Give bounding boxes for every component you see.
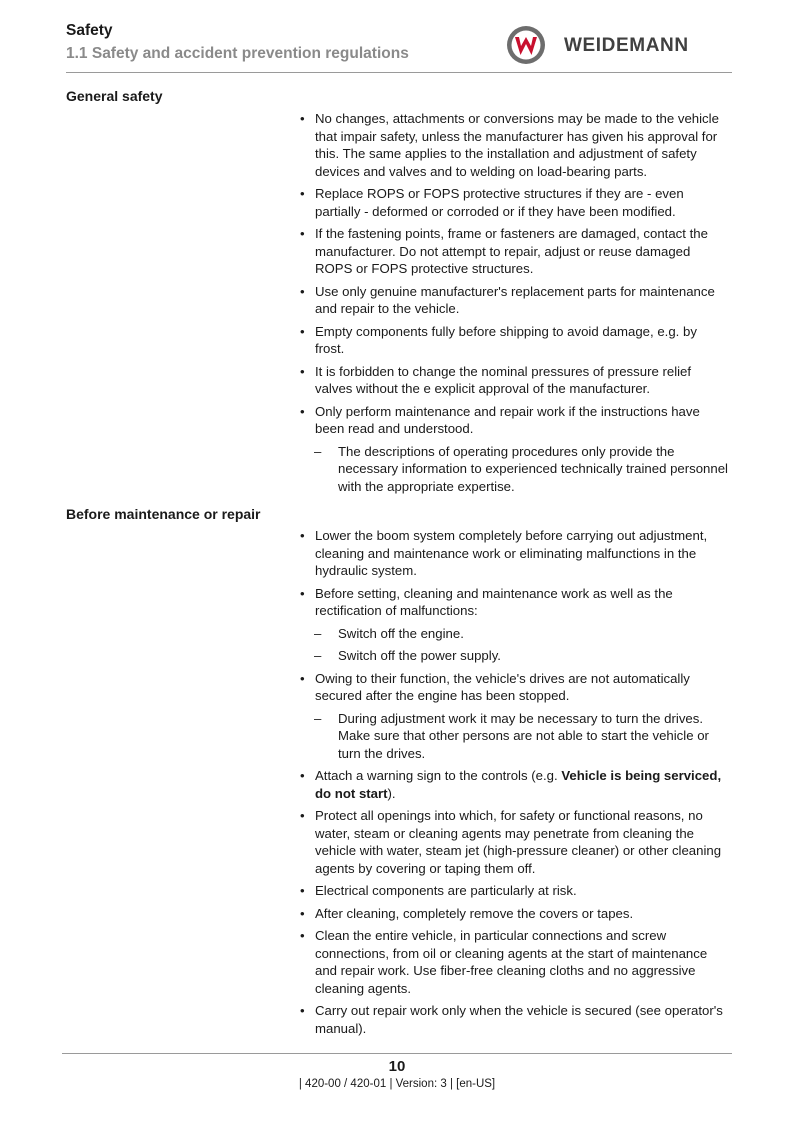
list-item: [300, 882, 728, 900]
general-safety-list: [300, 110, 728, 500]
chapter-title: Safety: [66, 22, 113, 39]
list-item: [300, 1002, 728, 1037]
item-text: Use only genuine manufacturer's replacement parts for maintenance and repair to the vehicle.: [315, 283, 715, 316]
before-maintenance-list: [300, 527, 728, 1042]
item-text: Lower the boom system completely before carrying out adjustment, cleaning and maintenance work or eliminating malfunctions in the hydraulic system.: [315, 528, 708, 578]
item-text: Switch off the power supply.: [338, 648, 501, 663]
section-heading-before-maintenance: Before maintenance or repair: [66, 506, 261, 522]
item-text: If the fastening points, frame or fasteners are damaged, contact the manufacturer. Do not attempt to repair, adjust or reuse damaged ROPS or FOPS protective structures.: [315, 226, 708, 276]
bullet-marker: •: [300, 768, 305, 783]
bullet-marker: •: [300, 226, 305, 241]
dash-marker: –: [314, 648, 322, 663]
document-info: | 420-00 / 420-01 | Version: 3 | [en-US]: [298, 1078, 496, 1090]
bullet-marker: •: [300, 928, 305, 943]
list-item: [300, 363, 728, 398]
item-text: During adjustment work it may be necessary to turn the drives. Make sure that other persons are not able to start the vehicle or turn the drives.: [338, 710, 709, 761]
sub-list-item: [300, 647, 728, 665]
list-item: [300, 670, 728, 705]
list-item: [300, 927, 728, 997]
item-text: Only perform maintenance and repair work if the instructions have been read and understood.: [315, 403, 700, 436]
brand-name: WEIDEMANN: [564, 35, 689, 56]
dash-marker: –: [314, 443, 322, 459]
item-text: It is forbidden to change the nominal pressures of pressure relief valves without the e explicit approval of the manufacturer.: [315, 363, 692, 396]
bullet-marker: •: [300, 111, 305, 126]
list-item: [300, 225, 728, 278]
list-item: [300, 403, 728, 438]
item-text: [315, 767, 728, 802]
bullet-marker: •: [300, 670, 305, 686]
item-text: Carry out repair work only when the vehicle is secured (see operator's manual).: [315, 1003, 723, 1036]
dash-marker: –: [314, 625, 322, 641]
item-text: After cleaning, completely remove the covers or tapes.: [315, 905, 634, 921]
bullet-marker: •: [300, 808, 305, 823]
bullet-marker: •: [300, 883, 305, 898]
bullet-marker: •: [300, 528, 305, 543]
list-item: [300, 807, 728, 877]
bullet-marker: •: [300, 363, 305, 379]
list-item: [300, 323, 728, 358]
weidemann-logo: [506, 25, 732, 65]
section-heading-general-safety: General safety: [66, 88, 163, 104]
item-text: Owing to their function, the vehicle's drives are not automatically secured after the engine has been stopped.: [315, 670, 690, 703]
sub-list-item: [300, 710, 728, 763]
item-text-tail: ).: [387, 785, 396, 801]
page-header: [66, 20, 732, 73]
item-text: Electrical components are particularly at risk.: [315, 883, 577, 898]
list-item: [300, 767, 728, 802]
bullet-marker: •: [300, 403, 305, 419]
item-text: The descriptions of operating procedures only provide the necessary information to experienced technically trained personnel with the appropriate expertise.: [338, 443, 728, 494]
item-text-lead: Attach a warning sign to the controls (e.g.: [315, 768, 562, 783]
item-text: Clean the entire vehicle, in particular connections and screw connections, from oil or cleaning agents at the start of maintenance and repair work. Use fiber-free cleaning cloths and no aggressive cleaning agents.: [315, 928, 708, 996]
list-item: [300, 185, 728, 220]
sub-list-item: [300, 443, 728, 496]
bullet-marker: •: [300, 186, 305, 201]
warning-sign-text: Vehicle is being serviced, do not start: [315, 768, 722, 801]
item-text: Replace ROPS or FOPS protective structures if they are - even partially - deformed or corroded or if they have been modified.: [315, 186, 684, 219]
bullet-marker: •: [300, 585, 305, 601]
list-item: [300, 110, 728, 180]
page-number: 10: [388, 1058, 406, 1075]
list-item: [300, 527, 728, 580]
sub-list-item: [300, 625, 728, 643]
bullet-marker: •: [300, 323, 305, 339]
item-text: No changes, attachments or conversions may be made to the vehicle that impair safety, unless the manufacturer has given his approval for this. The same applies to the installation and adjustment of safety devices and valves and to welding on load-bearing parts.: [315, 111, 719, 179]
bullet-marker: •: [300, 283, 305, 299]
bullet-marker: •: [300, 1003, 305, 1018]
bullet-marker: •: [300, 905, 305, 921]
footer-divider: [62, 1053, 732, 1054]
item-text: Before setting, cleaning and maintenance work as well as the rectification of malfunctions:: [315, 585, 673, 618]
item-text: Switch off the engine.: [338, 625, 464, 641]
list-item: [300, 283, 728, 318]
list-item: [300, 905, 728, 923]
item-text: Empty components fully before shipping to avoid damage, e.g. by frost.: [315, 323, 697, 356]
dash-marker: –: [314, 710, 322, 726]
section-subtitle: 1.1 Safety and accident prevention regulations: [66, 45, 409, 62]
weidemann-logo-icon: [506, 25, 546, 65]
list-item: [300, 585, 728, 620]
item-text: Protect all openings into which, for safety or functional reasons, no water, steam or cleaning agents may penetrate from cleaning the vehicle with water, steam jet (high-pressure cleaner) or other cleaning agents by covering or taping them off.: [315, 808, 722, 876]
